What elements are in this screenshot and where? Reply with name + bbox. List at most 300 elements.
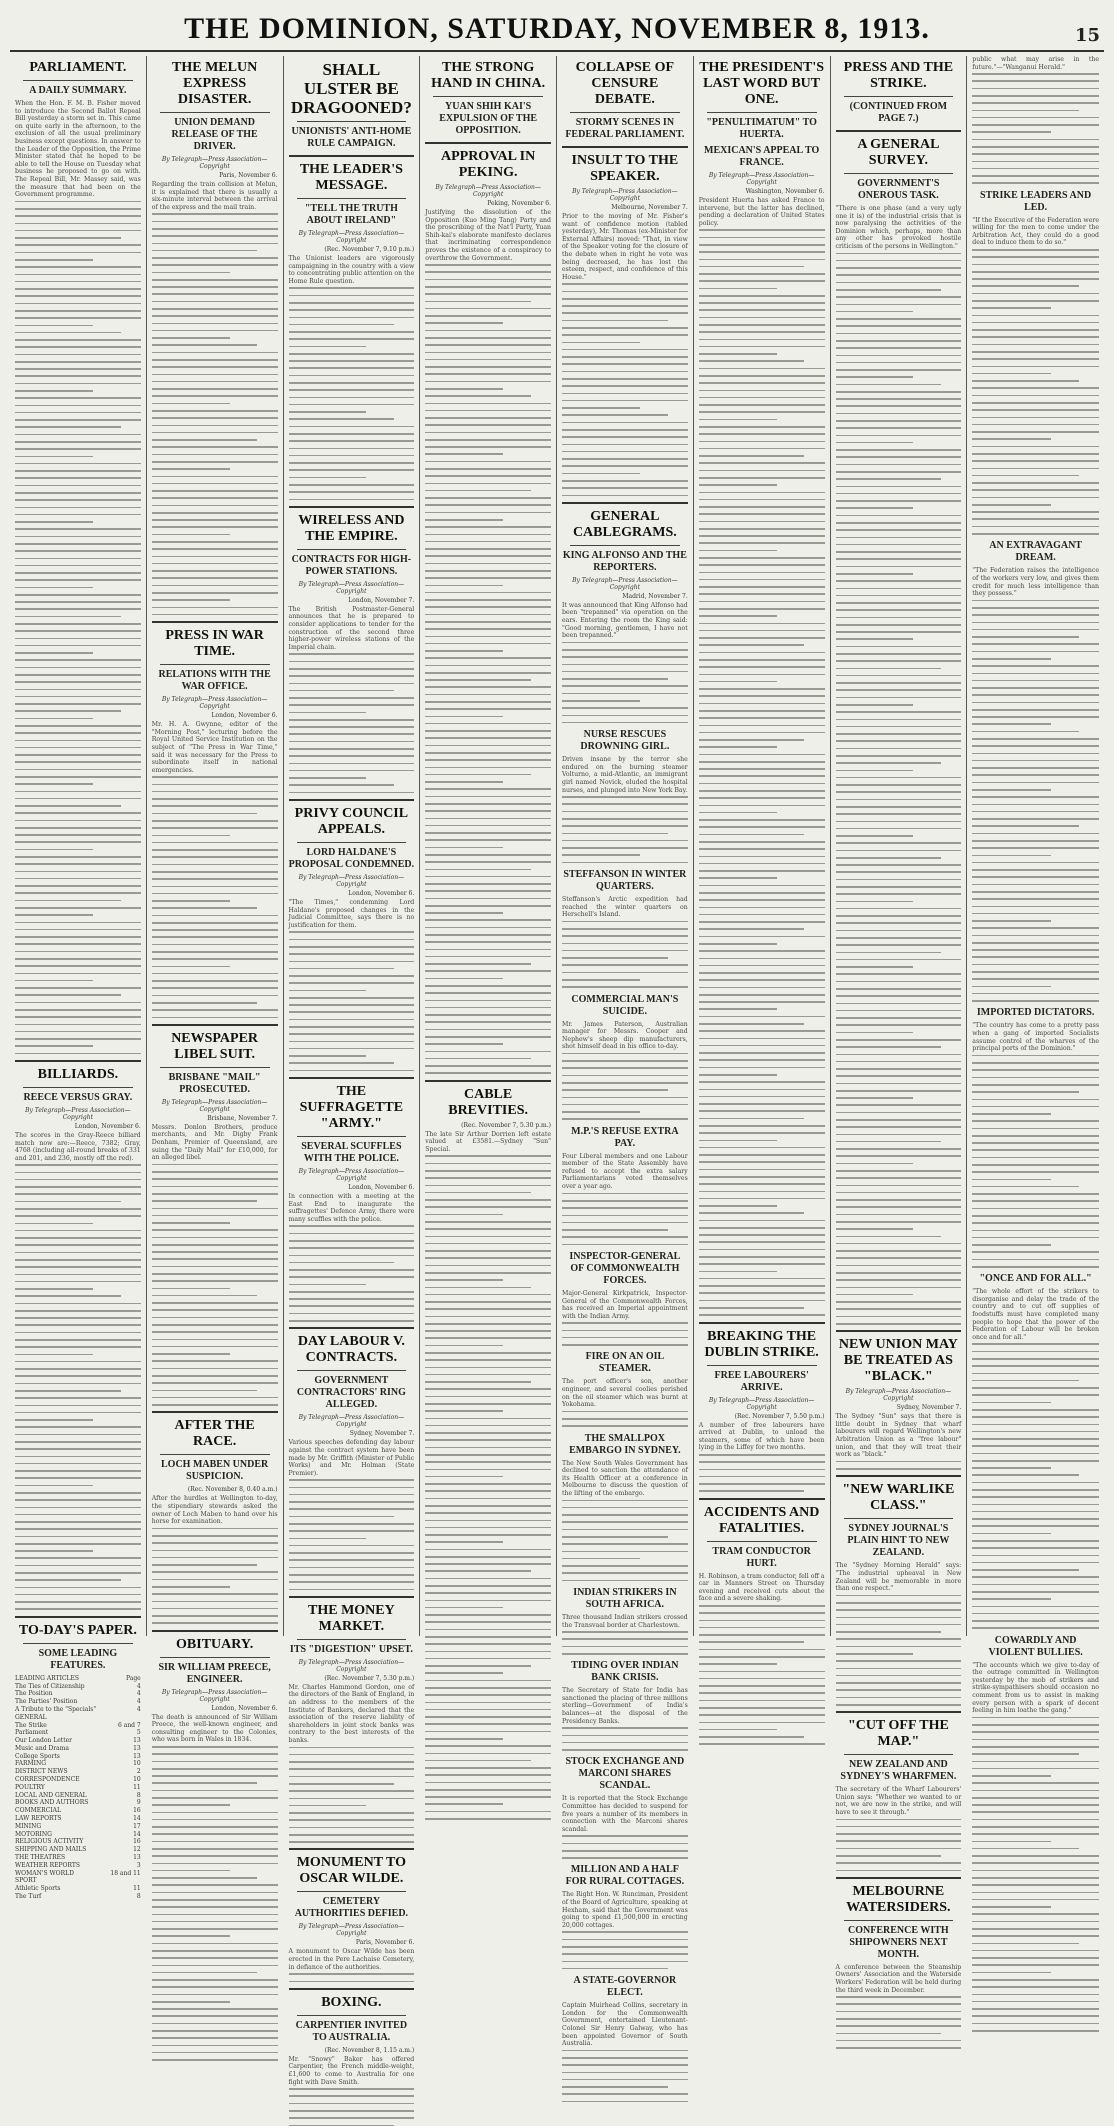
text-line	[15, 732, 141, 734]
text-line	[972, 1533, 1051, 1535]
text-line	[699, 725, 825, 727]
headline-rule	[844, 1920, 954, 1921]
text-line	[15, 237, 121, 239]
text-line	[425, 657, 551, 659]
text-line	[425, 483, 551, 485]
text-line	[836, 456, 962, 458]
article-text: A conference between the Steamship Owners' Association and the Waterside Workers' Federation will be held during the third week in December.	[835, 1963, 962, 1994]
article-text: Three thousand Indian strikers crossed the Transvaal border at Charlestown.	[562, 1613, 688, 1629]
text-lines	[562, 283, 688, 496]
text-line	[289, 418, 395, 420]
text-line	[699, 470, 825, 472]
text-line	[562, 1244, 688, 1246]
text-line	[425, 847, 503, 849]
index-label: LOCAL AND GENERAL	[15, 1791, 87, 1799]
text-line	[699, 1096, 825, 1098]
article-subheading: ITS "DIGESTION" UPSET.	[289, 1643, 413, 1655]
text-line	[972, 1438, 1099, 1440]
index-page: Page	[126, 1674, 141, 1682]
text-line	[152, 1557, 278, 1559]
text-line	[699, 1045, 825, 1047]
text-line	[152, 1317, 278, 1319]
text-line	[699, 572, 825, 574]
text-line	[972, 1870, 1099, 1872]
text-line	[562, 298, 688, 300]
text-line	[836, 893, 962, 895]
article-text: Various speeches defending day labour against the contract system have been made by Mr. Griffith (Minister of Public Works) and Mr. Holman (State Premier).	[288, 1439, 415, 1477]
text-line	[699, 1198, 825, 1200]
text-line	[289, 2103, 415, 2105]
text-line	[425, 315, 551, 317]
text-line	[152, 1957, 278, 1959]
article	[152, 1630, 278, 2061]
index-page: 5	[136, 1729, 141, 1737]
text-line	[972, 636, 1078, 638]
text-line	[425, 1738, 503, 1740]
text-line	[425, 1447, 551, 1449]
text-line	[152, 856, 278, 858]
text-line	[972, 1237, 1099, 1239]
text-line	[152, 512, 278, 514]
text-line	[972, 1120, 1099, 1122]
text-line	[152, 213, 278, 215]
text-line	[152, 995, 278, 997]
article	[152, 1411, 278, 1624]
text-line	[425, 1163, 551, 1165]
text-line	[836, 1155, 962, 1157]
column-6	[694, 56, 831, 1636]
text-line	[15, 1252, 141, 1254]
text-line	[425, 1243, 551, 1245]
text-line	[836, 755, 962, 757]
text-line	[152, 403, 230, 405]
text-line	[15, 1002, 141, 1004]
text-line	[699, 375, 825, 377]
article-dateline: Paris, November 6.	[219, 172, 278, 179]
text-line	[972, 1627, 1099, 1629]
text-line	[836, 1826, 962, 1828]
headline-rule	[160, 664, 270, 665]
text-line	[562, 693, 688, 695]
article-subheading: LOCH MABEN UNDER SUSPICION.	[161, 1459, 269, 1483]
text-line	[699, 317, 825, 319]
text-line	[152, 607, 278, 609]
article-headline: APPROVAL IN PEKING.	[440, 149, 536, 180]
text-line	[562, 671, 688, 673]
text-line	[699, 1256, 825, 1258]
text-line	[152, 228, 278, 230]
text-line	[836, 821, 962, 823]
text-line	[972, 395, 1099, 397]
text-line	[152, 1601, 278, 1603]
text-line	[425, 381, 551, 383]
text-line	[836, 908, 962, 910]
text-line	[289, 1233, 415, 1235]
text-line	[152, 1943, 278, 1945]
text-line	[562, 1215, 688, 1217]
text-line	[289, 755, 415, 757]
text-line	[699, 870, 825, 872]
index-label: DISTRICT NEWS	[15, 1768, 68, 1776]
text-line	[152, 330, 278, 332]
text-line	[152, 1237, 278, 1239]
article-headline: MONUMENT TO OSCAR WILDE.	[296, 1855, 407, 1887]
text-line	[152, 425, 278, 427]
headline-rule	[707, 112, 817, 113]
text-lines	[152, 213, 278, 615]
text-line	[15, 1601, 141, 1603]
text-line	[152, 805, 278, 807]
text-line	[152, 1884, 278, 1886]
text-line	[972, 1164, 1099, 1166]
text-line	[836, 1602, 962, 1604]
text-line	[699, 244, 825, 246]
text-line	[15, 659, 141, 661]
text-line	[152, 1950, 278, 1952]
text-line	[15, 1208, 141, 1210]
text-line	[289, 1559, 415, 1561]
text-line	[972, 876, 1099, 878]
text-line	[289, 2117, 415, 2119]
text-line	[972, 1099, 1099, 1101]
text-line	[699, 1627, 825, 1629]
text-line	[836, 537, 962, 539]
index-row	[15, 1792, 141, 1800]
article-headline: TO-DAY'S PAPER.	[18, 1622, 137, 1638]
text-line	[562, 356, 688, 358]
text-line	[562, 943, 688, 945]
article-headline: COLLAPSE OF CENSURE DEBATE.	[575, 60, 675, 107]
text-line	[15, 383, 141, 385]
text-line	[836, 1112, 962, 1114]
text-line	[425, 810, 551, 812]
text-line	[289, 726, 415, 728]
text-line	[562, 1104, 688, 1106]
text-line	[15, 1375, 141, 1377]
text-line	[425, 1072, 551, 1074]
text-line	[972, 884, 1099, 886]
text-line	[836, 1704, 962, 1706]
text-line	[699, 914, 825, 916]
text-line	[972, 1402, 1051, 1404]
index-page: 14	[133, 1830, 141, 1838]
text-line	[972, 1826, 1099, 1828]
section-divider	[15, 1616, 141, 1618]
text-line	[699, 1490, 805, 1492]
section-divider	[699, 1498, 825, 1500]
text-line	[15, 1332, 141, 1334]
text-line	[972, 102, 1099, 104]
text-line	[836, 1609, 962, 1611]
text-line	[15, 703, 141, 705]
article	[152, 1024, 278, 1406]
headline-rule	[23, 80, 133, 81]
text-line	[152, 2030, 278, 2032]
text-line	[972, 518, 1099, 520]
text-line	[699, 965, 825, 967]
text-line	[972, 285, 1078, 287]
headline-rule	[297, 549, 407, 550]
text-lines	[562, 1835, 688, 1858]
text-line	[289, 1581, 415, 1583]
text-line	[289, 1819, 415, 1821]
text-line	[699, 943, 777, 945]
text-line	[562, 444, 688, 446]
article	[562, 1587, 688, 1655]
index-page: 17	[133, 1822, 141, 1830]
article-subheading: UNION DEMAND RELEASE OF THE DRIVER.	[171, 117, 258, 152]
text-line	[699, 783, 825, 785]
text-line	[15, 463, 141, 465]
text-line	[699, 885, 825, 887]
text-line	[836, 1660, 962, 1662]
text-line	[152, 541, 278, 543]
text-line	[15, 1397, 141, 1399]
text-line	[15, 412, 141, 414]
text-line	[152, 446, 278, 448]
text-line	[152, 359, 278, 361]
text-line	[972, 1055, 1099, 1057]
text-line	[972, 533, 1099, 535]
text-line	[562, 685, 688, 687]
text-line	[152, 1164, 278, 1166]
text-line	[425, 1505, 551, 1507]
text-line	[425, 1301, 551, 1303]
article-text: The scores in the Gray-Reece billiard match now are:—Reece, 7382; Gray, 4768 (including all-round breaks of 331 and 201, and 236, mostly off the red).	[15, 1131, 141, 1162]
text-line	[425, 1381, 531, 1383]
text-line	[152, 1229, 278, 1231]
text-line	[15, 201, 141, 203]
text-line	[289, 1790, 415, 1792]
text-line	[972, 629, 1099, 631]
article-headline: THE SUFFRAGETTE "ARMY."	[299, 1084, 404, 1131]
text-line	[836, 1148, 962, 1150]
text-line	[836, 609, 962, 611]
text-line	[152, 1906, 278, 1908]
text-line	[289, 324, 395, 326]
article-subheading: NURSE RESCUES DROWNING GIRL.	[580, 729, 670, 753]
text-line	[289, 455, 415, 457]
text-line	[425, 570, 551, 572]
text-line	[972, 358, 1099, 360]
text-line	[15, 339, 141, 341]
text-line	[425, 941, 551, 943]
text-line	[836, 1250, 962, 1252]
text-line	[15, 1594, 141, 1596]
text-line	[425, 410, 551, 412]
article-text: It was announced that King Alfonso had been "trepanned" via operation on the ears. Entering the room the King said: "Good morning, gentlemen, I have not been trepanned."	[562, 601, 688, 640]
text-line	[836, 806, 962, 808]
text-line	[15, 958, 141, 960]
text-line	[836, 1646, 962, 1648]
text-line	[15, 1543, 141, 1545]
text-line	[425, 308, 551, 310]
text-line	[562, 1543, 688, 1545]
index-page: 11	[133, 1783, 141, 1791]
text-line	[972, 153, 1099, 155]
text-line	[289, 397, 415, 399]
text-line	[699, 1454, 825, 1456]
text-line	[152, 366, 278, 368]
text-line	[15, 332, 121, 334]
text-line	[425, 796, 551, 798]
text-line	[699, 761, 825, 763]
article-subheading: KING ALFONSO AND THE REPORTERS.	[562, 549, 687, 573]
text-line	[15, 1164, 141, 1166]
article	[972, 56, 1099, 184]
text-line	[289, 975, 415, 977]
text-line	[699, 1038, 825, 1040]
text-line	[289, 1070, 415, 1072]
text-line	[972, 738, 1099, 740]
text-line	[972, 1496, 1099, 1498]
text-line	[15, 812, 141, 814]
text-line	[152, 1761, 278, 1763]
article-subheading: COMMERCIAL MAN'S SUICIDE.	[571, 993, 679, 1017]
index-label: The Strike	[15, 1721, 47, 1729]
text-line	[15, 1053, 141, 1055]
text-line	[699, 1641, 805, 1643]
text-line	[425, 992, 551, 994]
text-line	[152, 1009, 278, 1011]
text-line	[836, 1024, 962, 1026]
text-line	[15, 1339, 141, 1341]
text-line	[699, 1023, 805, 1025]
text-line	[425, 883, 551, 885]
text-line	[972, 891, 1099, 893]
text-line	[425, 1265, 551, 1267]
article-text: Mr. James Paterson, Australian manager for Messrs. Cooper and Nephew's sheep dip manufacturers, shot himself dead in his office to-day.	[562, 1020, 688, 1051]
text-line	[562, 921, 688, 923]
text-line	[972, 489, 1099, 491]
section-divider	[289, 1077, 415, 1079]
headline-rule	[844, 1754, 954, 1755]
text-line	[699, 579, 825, 581]
text-line	[425, 1257, 551, 1259]
text-line	[152, 439, 258, 441]
text-line	[289, 733, 415, 735]
text-line	[289, 1747, 415, 1749]
text-line	[152, 264, 278, 266]
article-subheading: SYDNEY JOURNAL'S PLAIN HINT TO NEW ZEALAND.	[847, 1523, 950, 1559]
text-line	[836, 1185, 962, 1187]
text-line	[972, 1106, 1099, 1108]
text-line	[289, 448, 415, 450]
text-line	[972, 322, 1099, 324]
article-dateline: London, November 6.	[348, 1184, 415, 1191]
text-line	[152, 1186, 278, 1188]
article-dateline: (Rec. November 7, 9.10 p.m.)	[324, 246, 415, 253]
article-subheading: NEW ZEALAND AND SYDNEY'S WHARFMEN.	[840, 1759, 957, 1783]
text-line	[15, 907, 141, 909]
text-line	[836, 304, 962, 306]
text-line	[425, 1155, 551, 1157]
text-line	[699, 426, 825, 428]
text-line	[699, 528, 825, 530]
text-line	[15, 1550, 93, 1552]
text-line	[972, 1584, 1099, 1586]
text-line	[972, 993, 1099, 995]
text-line	[289, 1255, 415, 1257]
text-line	[289, 1574, 415, 1576]
index-row	[15, 1737, 141, 1745]
text-line	[15, 1470, 141, 1472]
text-line	[15, 885, 141, 887]
text-line	[15, 1317, 141, 1319]
text-line	[836, 1617, 962, 1619]
text-line	[15, 1009, 141, 1011]
text-line	[836, 595, 962, 597]
text-line	[972, 1598, 1051, 1600]
text-line	[289, 295, 415, 297]
index-row	[15, 1776, 141, 1784]
index-page: 6 and 7	[118, 1721, 141, 1729]
article-text: Prior to the moving of Mr. Fisher's want of confidence motion (tabled yesterday), Mr. Thomas (ex-Minister for External Affairs) moved: "That, in view of the Speaker voting for the closure of the debate when in right he vote was being decreased, he has lost the esteem, respect, and confidence of this House."	[562, 213, 688, 281]
text-line	[289, 1313, 415, 1315]
text-line	[699, 1074, 777, 1076]
text-line	[425, 1745, 551, 1747]
text-line	[836, 311, 914, 313]
text-lines	[562, 921, 688, 988]
index-row	[15, 1870, 141, 1878]
text-line	[152, 1994, 278, 1996]
text-line	[699, 1605, 825, 1607]
article-text: Regarding the train collision at Melun, it is explained that there is usually a six-minute interval between the arrival of the express and the mail train.	[151, 181, 278, 211]
text-line	[972, 1899, 1099, 1901]
text-line	[836, 646, 962, 648]
text-line	[425, 1774, 551, 1776]
text-line	[972, 1855, 1099, 1857]
text-line	[15, 1310, 141, 1312]
text-line	[972, 1576, 1099, 1578]
headline-rule	[23, 1087, 133, 1088]
text-line	[289, 990, 367, 992]
text-line	[836, 1265, 962, 1267]
text-line	[15, 434, 141, 436]
article-byline: By Telegraph—Press Association—Copyright	[298, 230, 405, 244]
text-line	[836, 1192, 962, 1194]
text-line	[15, 1038, 141, 1040]
text-line	[699, 1620, 825, 1622]
text-line	[15, 689, 141, 691]
text-line	[562, 1835, 688, 1837]
article-headline: NEW UNION MAY BE TREATED AS "BLACK."	[838, 1337, 958, 1385]
text-line	[425, 1272, 551, 1274]
text-line	[15, 630, 141, 632]
text-line	[15, 252, 141, 254]
text-line	[152, 417, 278, 419]
text-line	[699, 1030, 825, 1032]
text-line	[562, 664, 688, 666]
text-line	[152, 490, 278, 492]
section-divider	[562, 146, 688, 148]
text-line	[699, 499, 825, 501]
text-line	[15, 325, 93, 327]
text-line	[836, 420, 962, 422]
text-line	[972, 1613, 1099, 1615]
text-line	[836, 1862, 962, 1864]
text-line	[972, 1957, 1099, 1959]
index-label: WEATHER REPORTS	[15, 1861, 80, 1869]
text-line	[562, 1572, 688, 1574]
text-line	[972, 431, 1099, 433]
text-line	[972, 417, 1099, 419]
text-line	[152, 301, 278, 303]
text-line	[699, 564, 825, 566]
index-page: 8	[136, 1893, 141, 1901]
text-line	[15, 1368, 141, 1370]
text-line	[699, 921, 825, 923]
